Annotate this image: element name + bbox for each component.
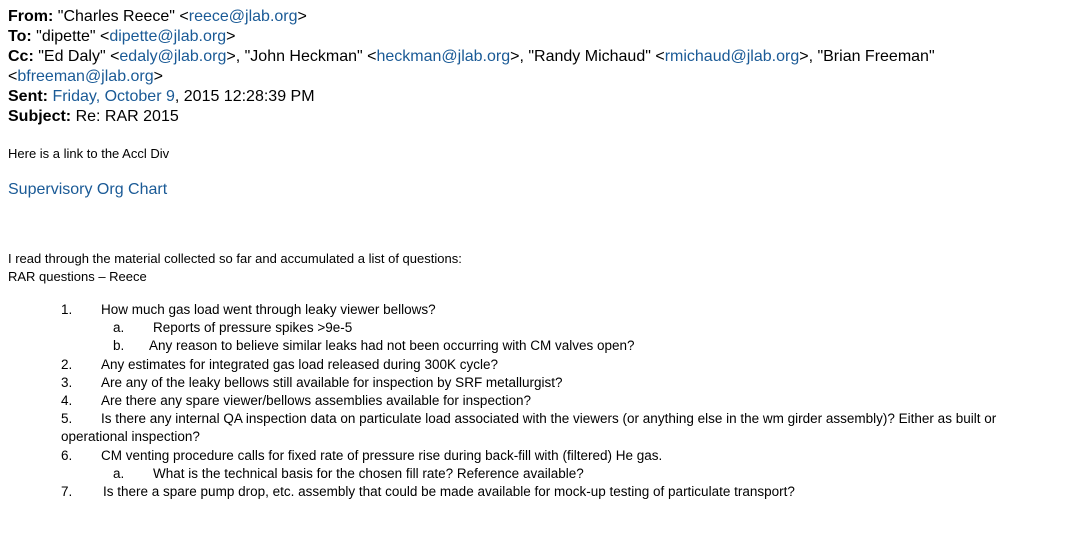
questions-intro-line: I read through the material collected so far and accumulated a list of questions: xyxy=(8,251,462,266)
cc-email-link-1[interactable]: edaly@jlab.org xyxy=(119,48,227,65)
list-item xyxy=(0,392,1092,410)
from-label: From: xyxy=(8,8,54,25)
item-number: 4. xyxy=(61,392,73,408)
item-text-continued: operational inspection? xyxy=(61,429,200,445)
list-item xyxy=(0,374,1092,392)
item-text: Is there any internal QA inspection data on particulate load associated with the viewers (or anything else in the wm girder assembly)? Either as built or xyxy=(101,411,997,427)
cc-email-link-2[interactable]: heckman@jlab.org xyxy=(376,48,511,65)
list-subitem xyxy=(0,319,1092,337)
cc-name-2: >, "John Heckman" < xyxy=(226,48,377,65)
email-header xyxy=(8,7,1088,127)
list-item xyxy=(0,410,1092,446)
from-email-link[interactable]: reece@jlab.org xyxy=(188,8,298,25)
cc-email-link-3[interactable]: rmichaud@jlab.org xyxy=(664,48,800,65)
subject-line xyxy=(8,107,1088,127)
to-name: "dipette" < xyxy=(36,28,110,45)
subject-text: Re: RAR 2015 xyxy=(75,108,179,125)
cc-line xyxy=(8,47,1088,87)
item-number: 1. xyxy=(61,302,73,317)
cc-name-1: "Ed Daly" < xyxy=(38,48,120,65)
to-email-link[interactable]: dipette@jlab.org xyxy=(109,28,227,45)
org-chart-link[interactable]: Supervisory Org Chart xyxy=(8,181,168,198)
list-subitem xyxy=(0,337,1092,355)
item-text: How much gas load went through leaky viewer bellows? xyxy=(101,302,436,317)
list-item xyxy=(0,447,1092,465)
item-text: What is the technical basis for the chosen fill rate? Reference available? xyxy=(153,465,584,481)
sent-time: , 2015 12:28:39 PM xyxy=(174,88,315,105)
item-letter: b. xyxy=(113,338,125,354)
cc-open-4: < xyxy=(8,68,18,85)
item-text: Are any of the leaky bellows still available for inspection by SRF metallurgist? xyxy=(101,374,563,390)
cc-name-4: >, "Brian Freeman" xyxy=(799,48,935,65)
item-letter: a. xyxy=(113,320,125,336)
item-text: Any reason to believe similar leaks had not been occurring with CM valves open? xyxy=(149,338,635,354)
list-item xyxy=(0,483,1092,501)
item-number: 5. xyxy=(61,411,73,427)
item-text: Are there any spare viewer/bellows assemblies available for inspection? xyxy=(101,392,531,408)
cc-label: Cc: xyxy=(8,48,34,65)
item-text: CM venting procedure calls for fixed rate of pressure rise during back-fill with (filtered) He gas. xyxy=(101,447,663,463)
to-line xyxy=(8,27,1088,47)
item-number: 6. xyxy=(61,447,73,463)
from-close: > xyxy=(297,8,307,25)
cc-email-link-4[interactable]: bfreeman@jlab.org xyxy=(17,68,154,85)
from-line xyxy=(8,7,1088,27)
item-text: Is there a spare pump drop, etc. assembly that could be made available for mock-up testing of particulate transport? xyxy=(103,483,795,499)
item-number: 2. xyxy=(61,356,73,372)
intro-text: Here is a link to the Accl Div xyxy=(8,146,170,161)
sent-date: Friday, October 9 xyxy=(52,88,175,105)
list-item xyxy=(0,356,1092,374)
from-name: "Charles Reece" < xyxy=(57,8,189,25)
sent-line xyxy=(8,87,1088,107)
to-label: To: xyxy=(8,28,32,45)
item-text: Reports of pressure spikes >9e-5 xyxy=(153,320,353,336)
list-item xyxy=(0,301,1092,319)
item-number: 7. xyxy=(61,483,73,499)
sent-label: Sent: xyxy=(8,88,48,105)
cc-close-4: > xyxy=(153,68,163,85)
item-number: 3. xyxy=(61,374,73,390)
item-text: Any estimates for integrated gas load released during 300K cycle? xyxy=(101,356,498,372)
item-letter: a. xyxy=(113,465,125,481)
question-list xyxy=(0,301,1092,501)
to-close: > xyxy=(226,28,236,45)
questions-intro xyxy=(8,250,462,286)
list-subitem xyxy=(0,465,1092,483)
questions-title: RAR questions – Reece xyxy=(8,269,147,284)
subject-label: Subject: xyxy=(8,108,72,125)
cc-name-3: >, "Randy Michaud" < xyxy=(510,48,665,65)
